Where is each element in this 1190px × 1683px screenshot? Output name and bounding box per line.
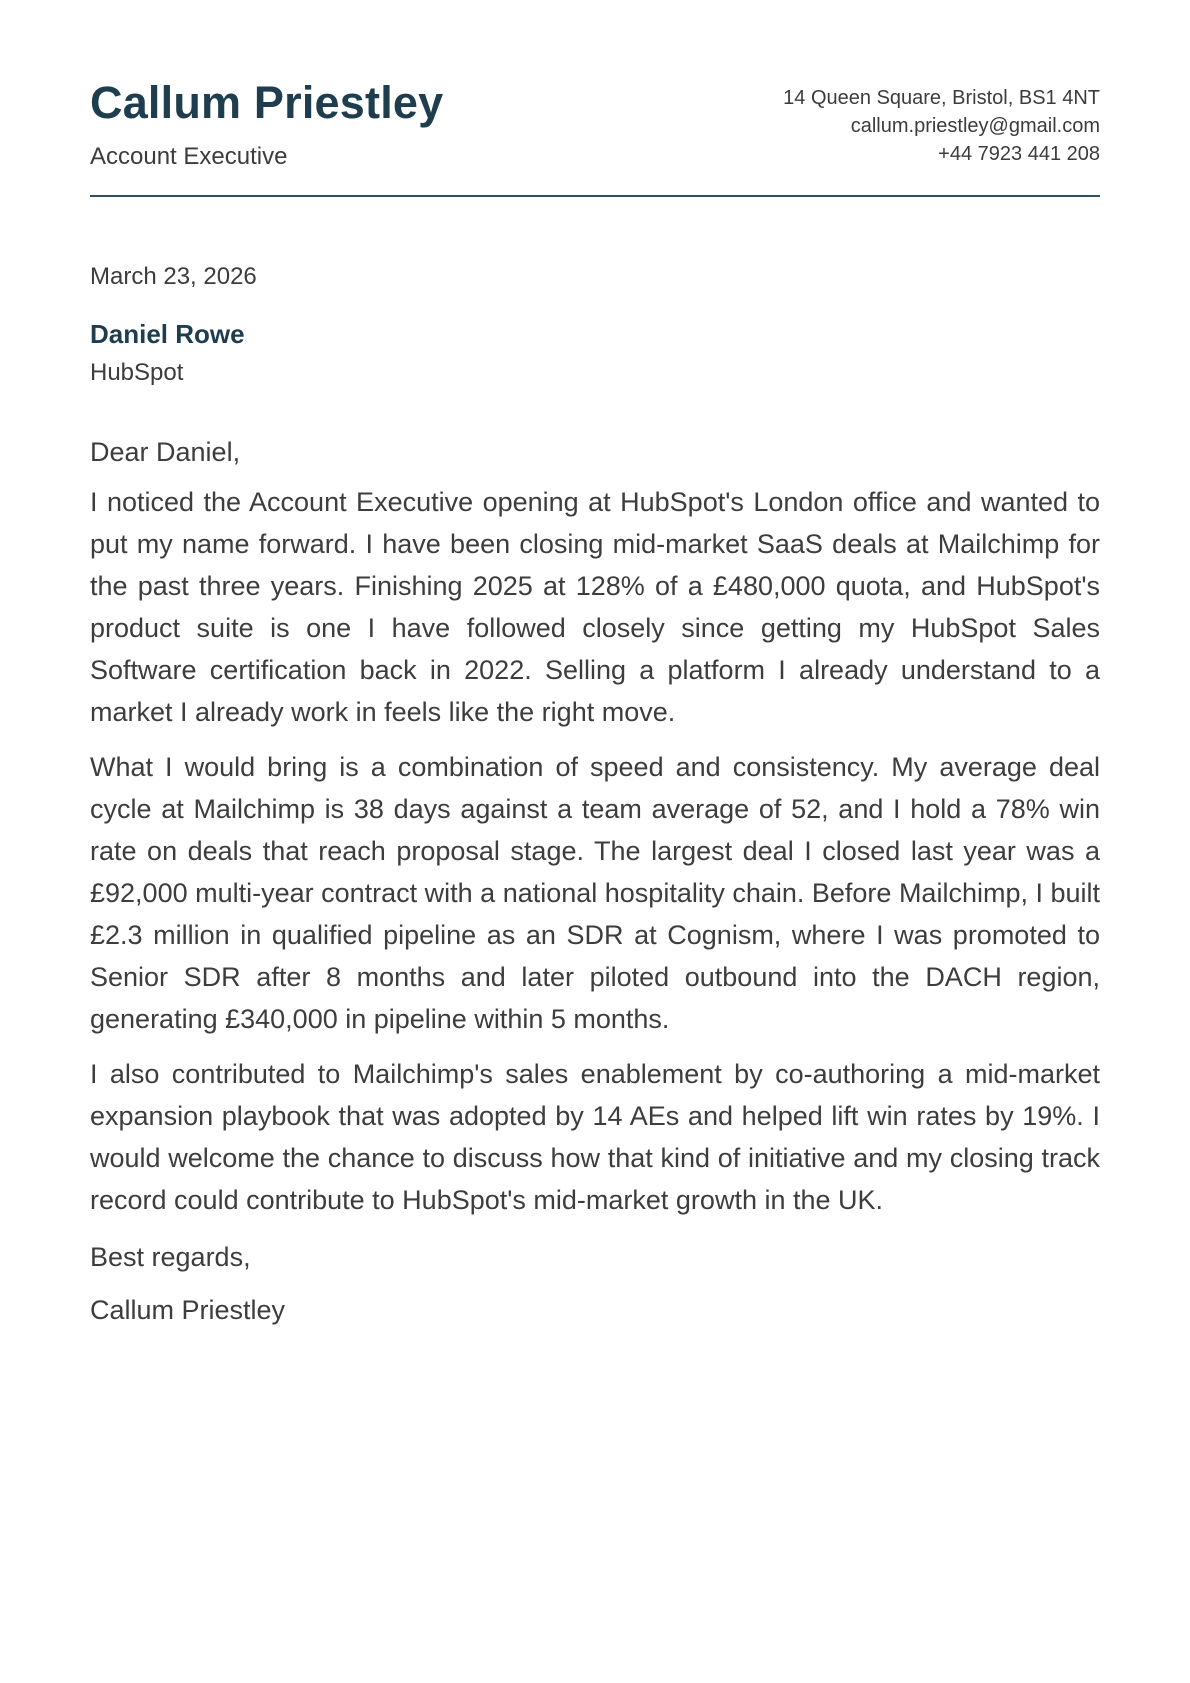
contact-phone: +44 7923 441 208 xyxy=(938,143,1100,165)
body-paragraph-1: I noticed the Account Executive opening at HubSpot's London office and wanted to put my name forward. I have been closing mid-market SaaS deals at Mailchimp for the past three years. Finishing 2025 at 128% of a £480,000 quota, and HubSpot's product suite is one I have followed closely since getting my HubSpot Sales Software certification back in 2022. Selling a platform I already understand to a market I already work in feels like the right move. xyxy=(90,486,1100,727)
closing: Best regards, xyxy=(90,1241,251,1272)
contact-address: 14 Queen Square, Bristol, BS1 4NT xyxy=(783,87,1100,109)
body-paragraph-2: What I would bring is a combination of speed and consistency. My average deal cycle at Mailchimp is 38 days against a team average of 52, and I hold a 78% win rate on deals that reach proposal stage. The largest deal I closed last year was a £92,000 multi-year contract with a national hospitality chain. Before Mailchimp, I built £2.3 million in qualified pipeline as an SDR at Cognism, where I was promoted to Senior SDR after 8 months and later piloted outbound into the DACH region, generating £340,000 in pipeline within 5 months. xyxy=(90,751,1101,1034)
header-divider xyxy=(90,195,1100,197)
recipient-company: HubSpot xyxy=(90,358,184,386)
person-name: Callum Priestley xyxy=(90,77,444,128)
identity-block xyxy=(90,78,783,171)
body-paragraph-3: I also contributed to Mailchimp's sales enablement by co-authoring a mid-market expansion playbook that was adopted by 14 AEs and helped lift win rates by 19%. I would welcome the chance to discuss how that kind of initiative and my closing track record could contribute to HubSpot's mid-market growth in the UK. xyxy=(90,1058,1100,1215)
salutation: Dear Daniel, xyxy=(90,436,241,467)
letter-header xyxy=(90,78,1100,171)
recipient-name: Daniel Rowe xyxy=(90,318,245,349)
signature-name: Callum Priestley xyxy=(90,1294,286,1325)
contact-email: callum.priestley@gmail.com xyxy=(850,115,1100,137)
job-title: Account Executive xyxy=(90,142,288,170)
contact-block xyxy=(783,78,1100,168)
letter-date: March 23, 2026 xyxy=(90,262,257,290)
